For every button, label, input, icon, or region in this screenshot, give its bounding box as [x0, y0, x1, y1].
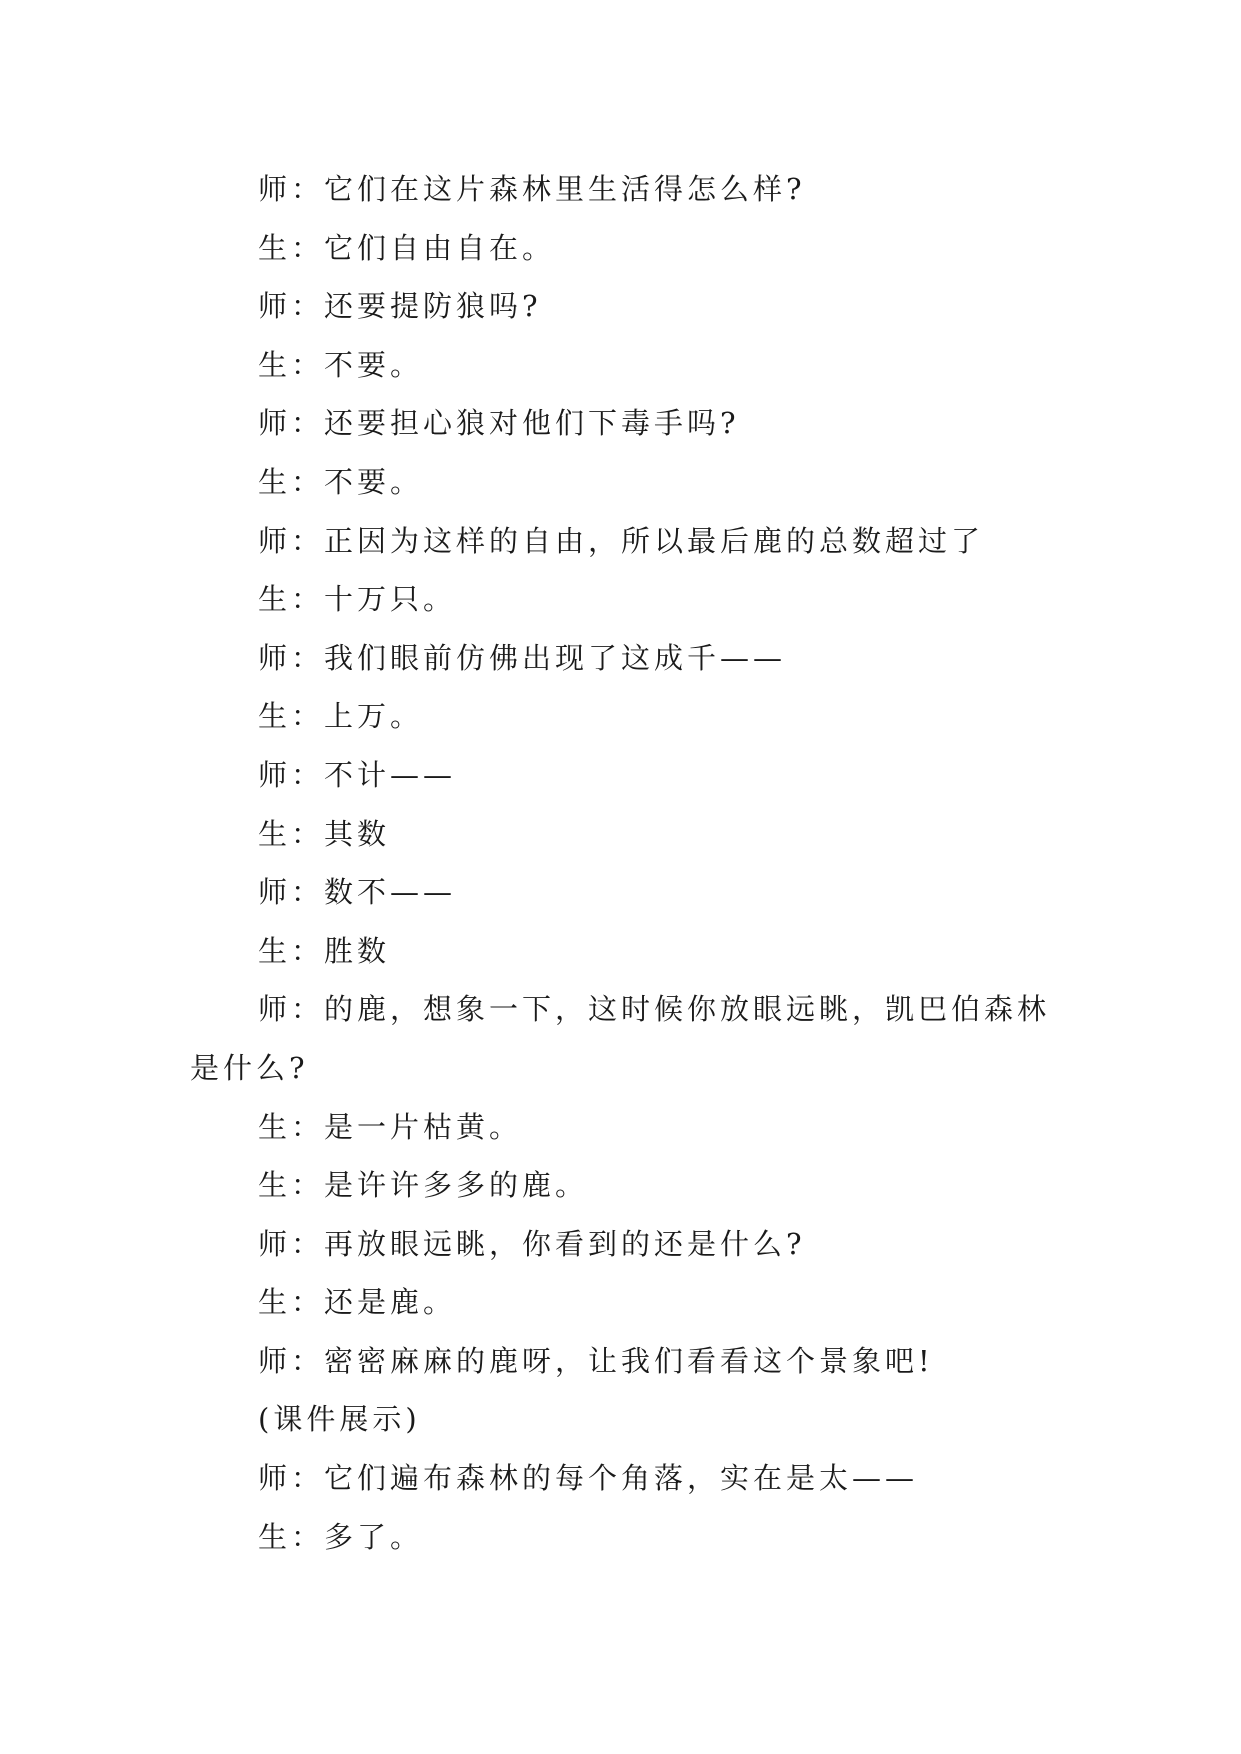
paragraph: 师：还要提防狼吗?: [258, 289, 542, 324]
paragraph: 生：它们自由自在。: [258, 230, 556, 265]
paragraph: 师：还要担心狼对他们下毒手吗?: [258, 406, 740, 441]
paragraph: 生：胜数: [258, 933, 391, 968]
paragraph: 师：它们遍布森林的每个角落，实在是太——: [258, 1461, 919, 1496]
paragraph: 师：它们在这片森林里生活得怎么样?: [258, 172, 806, 206]
paragraph: 生：不要。: [258, 347, 424, 382]
paragraph: 生：不要。: [258, 464, 424, 499]
paragraph: 生：上万。: [258, 699, 424, 734]
paragraph: 生：多了。: [258, 1519, 424, 1554]
paragraph: 师：再放眼远眺，你看到的还是什么?: [258, 1226, 806, 1261]
paragraph: 师：不计——: [258, 757, 457, 792]
paragraph: 生：十万只。: [258, 582, 457, 617]
paragraph: 生：还是鹿。: [258, 1285, 457, 1320]
paragraph: (课件展示): [258, 1402, 421, 1437]
paragraph: 生：是一片枯黄。: [258, 1109, 523, 1144]
document-body: [190, 160, 1070, 1566]
paragraph: 师：的鹿，想象一下，这时候你放眼远眺，凯巴伯森林是什么?: [190, 992, 1051, 1085]
paragraph: 师：正因为这样的自由，所以最后鹿的总数超过了: [258, 523, 985, 558]
paragraph: 师：数不——: [258, 875, 457, 910]
paragraph: 师：密密麻麻的鹿呀，让我们看看这个景象吧!: [258, 1343, 934, 1378]
paragraph: 生：其数: [258, 816, 391, 851]
paragraph: 师：我们眼前仿佛出现了这成千——: [258, 640, 787, 675]
paragraph: 生：是许许多多的鹿。: [258, 1168, 589, 1203]
